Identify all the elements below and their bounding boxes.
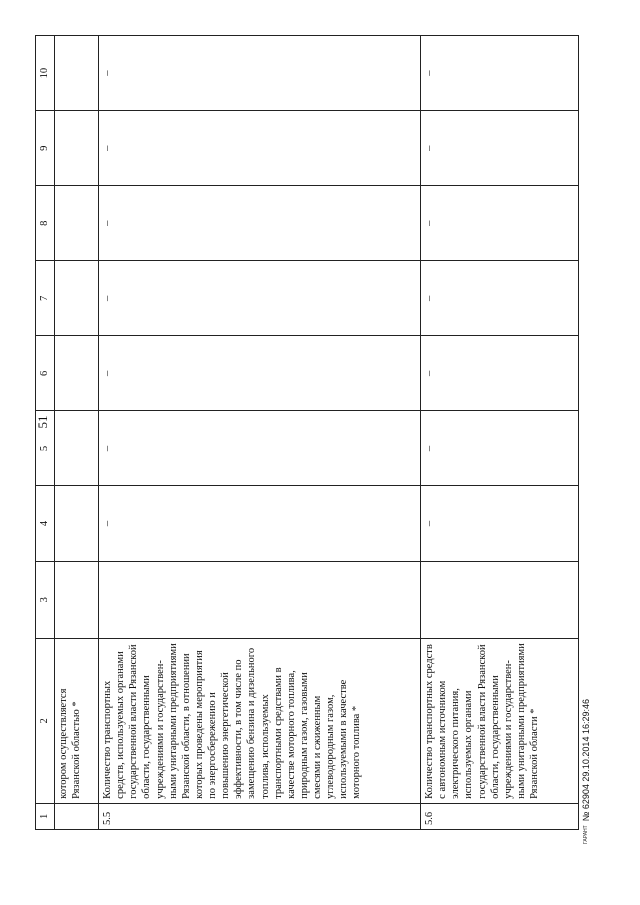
table-cell: – — [421, 486, 579, 561]
column-header: 5 — [36, 411, 55, 486]
table-cell — [99, 561, 421, 638]
table-cell: – — [99, 261, 421, 336]
table-cell: – — [421, 111, 579, 186]
document-footer — [581, 614, 597, 844]
table-cell: – — [99, 411, 421, 486]
column-header: 2 — [36, 638, 55, 803]
table-cell: – — [99, 111, 421, 186]
garant-stamp: ГАРАНТ — [583, 825, 590, 844]
table-cell: – — [421, 36, 579, 111]
row-description: Количество транспортных средств с автономным источником электрического питания, используемых органами государственной власти Рязанской области, государственными учреждениями и государствен-ными унитарными предприятиями Рязанской области * — [421, 638, 579, 803]
table-row-continuation — [55, 36, 99, 830]
row-number: 5.5 — [99, 803, 421, 829]
column-header: 6 — [36, 336, 55, 411]
column-header: 3 — [36, 561, 55, 638]
row-description: Количество транспортных средств, используемых органами государственной власти Рязанской области, государственными учреждениями и государствен-ными унитарными предприятиями Рязанской области, в отношении которых проведены мероприятия по энергосбережению и повышению энергетической эффективности, в том числе по замещению бензина и дизельного топлива, используемых транспортными средствами в качестве моторного топлива, природным газом, газовыми смесями и сжиженным углеводородным газом, используемыми в качестве моторного топлива * — [99, 638, 421, 803]
table-header-row — [36, 36, 55, 830]
document-table-container — [35, 35, 579, 830]
column-header: 10 — [36, 36, 55, 111]
table-cell: – — [99, 186, 421, 261]
footer-text: № 62904 29.10.2014 16:29:46 — [581, 699, 591, 822]
row-number: 5.6 — [421, 803, 579, 829]
document-table — [35, 35, 579, 830]
table-row — [99, 36, 421, 830]
table-cell: – — [99, 486, 421, 561]
page-number: 51 — [35, 415, 50, 429]
column-header: 4 — [36, 486, 55, 561]
column-header: 1 — [36, 803, 55, 829]
table-cell — [421, 561, 579, 638]
table-cell: – — [421, 186, 579, 261]
table-cell: – — [99, 336, 421, 411]
column-header: 9 — [36, 111, 55, 186]
table-cell: – — [421, 411, 579, 486]
table-cell: – — [421, 261, 579, 336]
row-description: котором осуществляется Рязанской областью * — [55, 638, 99, 803]
table-cell: – — [421, 336, 579, 411]
table-row — [421, 36, 579, 830]
column-header: 8 — [36, 186, 55, 261]
column-header: 7 — [36, 261, 55, 336]
table-cell: – — [99, 36, 421, 111]
